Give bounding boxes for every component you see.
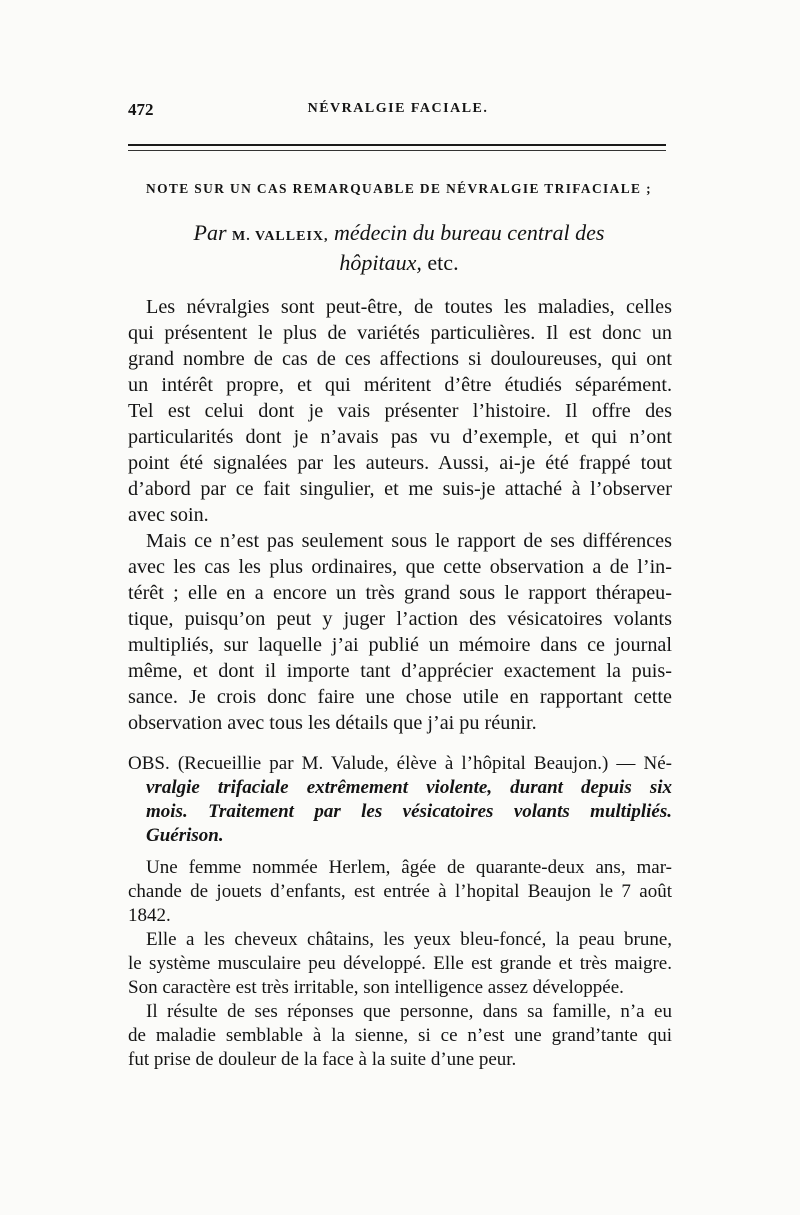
observation-text-line: Son caractère est très irritable, son intelligence assez développée. bbox=[128, 977, 624, 998]
text-line: térêt ; elle en a encore un très grand sous le rapport thérapeu- bbox=[128, 582, 672, 604]
observation-heading: Guérison. bbox=[146, 825, 224, 846]
text-line: point été signalées par les auteurs. Aussi, ai-je été frappé tout bbox=[128, 452, 672, 474]
byline-continuation bbox=[128, 248, 670, 278]
text-line: multipliés, sur laquelle j’ai publié un mémoire dans ce journal bbox=[128, 634, 672, 656]
byline-role: médecin du bureau central des bbox=[334, 220, 605, 245]
text-line: Les névralgies sont peut-être, de toutes les maladies, celles bbox=[146, 296, 672, 318]
observation-heading: vralgie trifaciale extrêmement violente, durant depuis six bbox=[146, 777, 672, 798]
header-rule bbox=[128, 144, 666, 146]
text-line: Tel est celui dont je vais présenter l’histoire. Il offre des bbox=[128, 400, 672, 422]
text-line: avec les cas les plus ordinaires, que cette observation a de l’in- bbox=[128, 556, 672, 578]
observation-text-line: le système musculaire peu développé. Elle est grande et très maigre. bbox=[128, 953, 672, 974]
text-line: qui présentent le plus de variétés particulières. Il est donc un bbox=[128, 322, 672, 344]
text-line: grand nombre de cas de ces affections si douloureuses, qui ont bbox=[128, 348, 672, 370]
byline-etc: etc. bbox=[427, 250, 459, 275]
running-head bbox=[128, 100, 668, 122]
text-line: particularités dont je n’avais pas vu d’exemple, et qui n’ont bbox=[128, 426, 672, 448]
byline-author: M. VALLEIX, bbox=[232, 229, 329, 244]
byline-role-2: hôpitaux, bbox=[339, 250, 422, 275]
observation-text-line: de maladie semblable à la sienne, si ce n’est une grand’tante qui bbox=[128, 1025, 672, 1046]
byline-par: Par bbox=[193, 220, 227, 245]
observation-text-line: fut prise de douleur de la face à la suite d’une peur. bbox=[128, 1049, 517, 1070]
text-line: Mais ce n’est pas seulement sous le rapport de ses différences bbox=[146, 530, 672, 552]
article-title: NOTE SUR UN CAS REMARQUABLE DE NÉVRALGIE TRIFACIALE ; bbox=[146, 181, 652, 196]
byline bbox=[128, 218, 670, 252]
header-rule-thin bbox=[128, 150, 666, 151]
observation-text-line: chande de jouets d’enfants, est entrée à l’hopital Beaujon le 7 août bbox=[128, 881, 672, 902]
text-line: sance. Je crois donc faire une chose utile en rapportant cette bbox=[128, 686, 672, 708]
running-title: NÉVRALGIE FACIALE. bbox=[307, 101, 489, 116]
observation-heading: mois. Traitement par les vésicatoires volants multipliés. bbox=[146, 801, 672, 822]
observation-text-line: Une femme nommée Herlem, âgée de quarante-deux ans, mar- bbox=[146, 857, 672, 878]
text-line: un intérêt propre, et qui méritent d’être étudiés séparément. bbox=[128, 374, 672, 396]
text-line: d’abord par ce fait singulier, et me suis-je attaché à l’observer bbox=[128, 478, 672, 500]
observation-text-line: Elle a les cheveux châtains, les yeux bleu-foncé, la peau brune, bbox=[146, 929, 672, 950]
observation-heading: OBS. (Recueillie par M. Valude, élève à l’hôpital Beaujon.) — Né- bbox=[128, 753, 672, 774]
text-line: avec soin. bbox=[128, 504, 209, 526]
text-line: tique, puisqu’on peut y juger l’action des vésicatoires volants bbox=[128, 608, 672, 630]
text-line: observation avec tous les détails que j’ai pu réunir. bbox=[128, 712, 537, 734]
text-line: même, et dont il importe tant d’apprécier exactement la puis- bbox=[128, 660, 672, 682]
observation-text-line: 1842. bbox=[128, 905, 171, 926]
observation-text-line: Il résulte de ses réponses que personne, dans sa famille, n’a eu bbox=[146, 1001, 672, 1022]
page-number: 472 bbox=[128, 100, 154, 119]
